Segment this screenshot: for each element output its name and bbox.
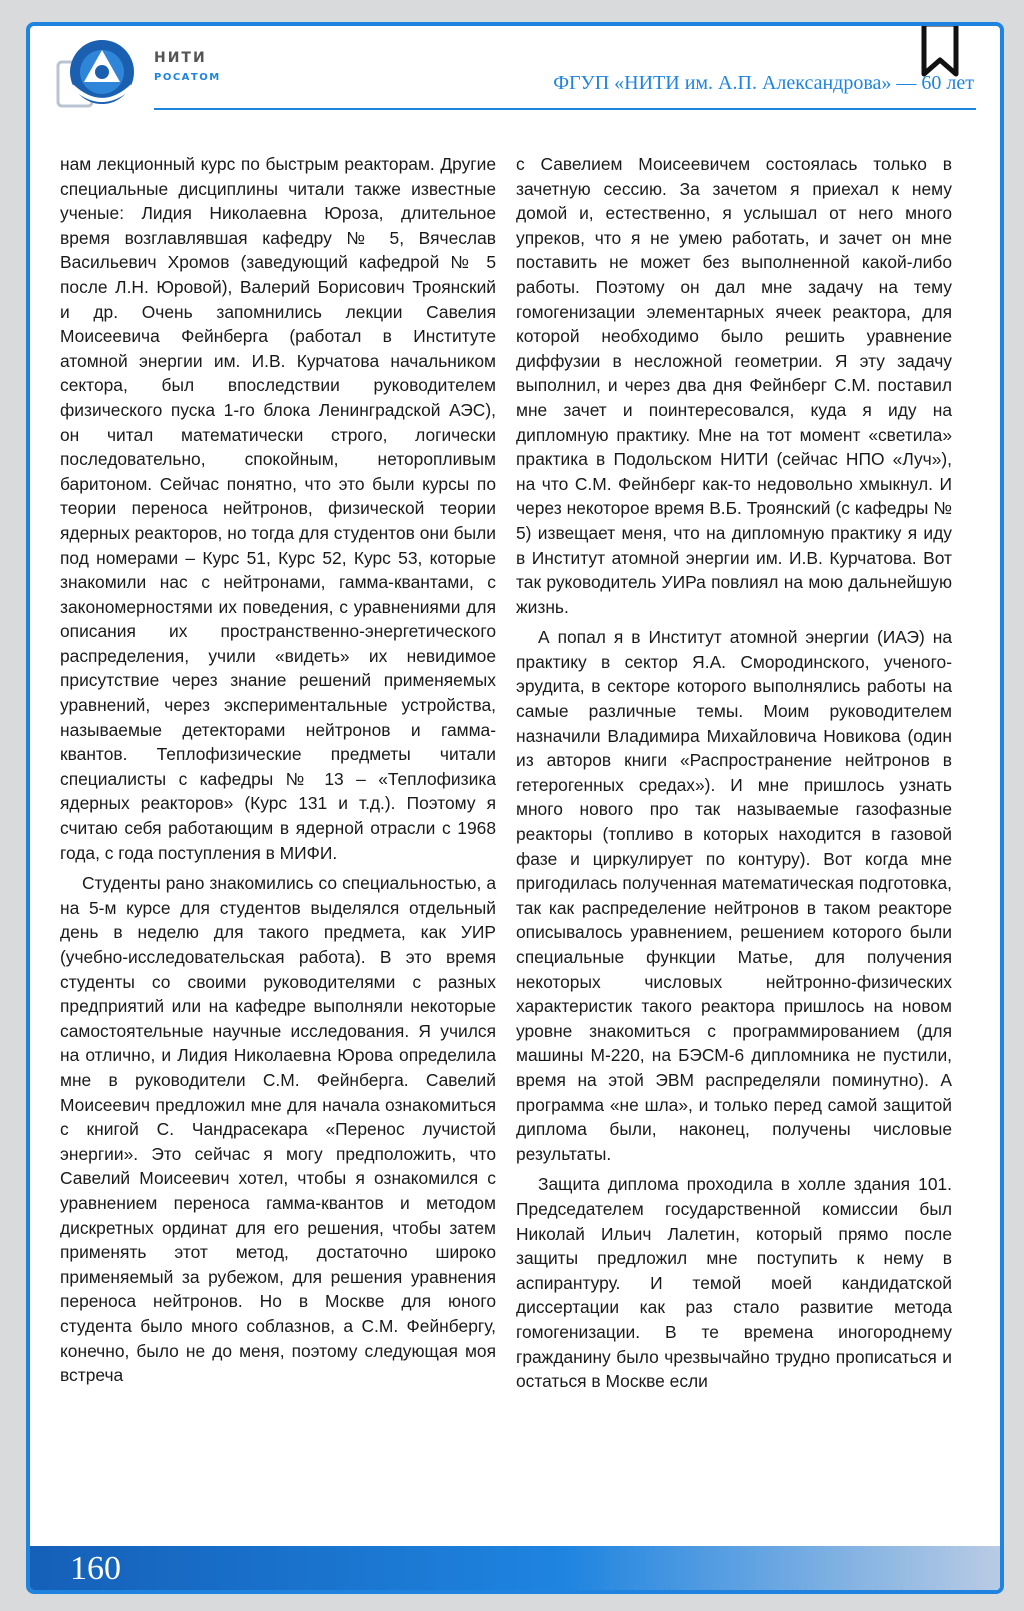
paragraph: с Савелием Моисеевичем состоялась только в зачетную сессию. За зачетом я приехал к нему домой и, естественно, я услышал от него много упреков, что я не умею работать, и зачет он мне поставить не может без выполненной какой-либо работы. Поэтому он дал мне задачу на тему гомогенизации элементарных ячеек реактора, для которой необходимо было решить уравнение диффузии в несложной геометрии. Я эту задачу выполнил, и через два дня Фейнберг С.М. поставил мне зачет и поинтересовался, куда я иду на дипломную практику. Мне на тот момент «светила» практика в Подольском НИТИ (сейчас НПО «Луч»), на что С.М. Фейнберг как-то недовольно хмыкнул. И через некоторое время В.Б. Троянский (с кафедры № 5) извещает меня, что на дипломную практику я иду в Институт атомной энергии им. И.В. Курчатова. Вот так руководитель УИРа повлиял на мою дальнейшую жизнь. — [516, 154, 952, 617]
paragraph: А попал я в Институт атомной энергии (ИАЭ) на практику в сектор Я.А. Смородинского, ученого-эрудита, в секторе которого выполнялись работы на самые различные темы. Моим руководителем назначили Владимира Михайловича Новикова (один из авторов книги «Распространение нейтронов в гетерогенных средах»). И мне пришлось узнать много нового про так называемые газофазные реакторы (топливо в которых находится в газовой фазе и циркулирует по контуру). Вот когда мне пригодилась полученная математическая подготовка, так как распределение нейтронов в таком реакторе описывалось уравнением, решением которого были специальные функции Матье, для получения некоторых числовых нейтронно-физических характеристик такого реактора пришлось на новом уровне знакомиться с программированием (для машины М-220, на БЭСМ-6 дипломника не пустили, время на этой ЭВМ распределяли поминутно). А программа «не шла», и только перед самой защитой диплома были, наконец, получены числовые результаты. — [516, 627, 952, 1164]
page-number: 160 — [70, 1550, 121, 1587]
header-title: ФГУП «НИТИ им. А.П. Александрова» — 60 лет — [553, 72, 974, 94]
paragraph: нам лекционный курс по быстрым реакторам. Другие специальные дисциплины читали также известные ученые: Лидия Николаевна Юроза, длительное время возглавлявшая кафедру № 5, Вячеслав Васильевич Хромов (заведующий кафедрой № 5 после Л.Н. Юровой), Валерий Борисович Троянский и др. Очень запомнились лекции Савелия Моисеевича Фейнберга (работал в Институте атомной энергии им. И.В. Курчатова начальником сектора, был впоследствии руководителем физического пуска 1-го блока Ленинградской АЭС), он читал математически строго, логически последовательно, спокойным, неторопливым баритоном. Сейчас понятно, что это были курсы по теории переноса нейтронов, физической теории ядерных реакторов, но тогда для студентов они были под номерами – Курс 51, Курс 52, Курс 53, которые знакомили нас с нейтронами, гамма-квантами, с закономерностями их поведения, с уравнениями для описания их пространственно-энергетического распределения, учили «видеть» их невидимое присутствие через знание решений применяемых уравнений, через экспериментальные устройства, называемые детекторами нейтронов и гамма-квантов. Теплофизические предметы читали специалисты с кафедры № 13 – «Теплофизика ядерных реакторов» (Курс 131 и т.д.). Поэтому я считаю себя работающим в ядерной отрасли с 1968 года, с года поступления в МИФИ. — [60, 154, 496, 863]
text-columns — [60, 152, 950, 1502]
rosatom-logo-icon — [56, 36, 140, 112]
bookmark-icon[interactable] — [920, 22, 960, 80]
page-header — [30, 26, 1000, 116]
document-page — [26, 22, 1004, 1594]
logo-name: НИТИ — [154, 50, 207, 66]
header-divider — [154, 108, 976, 110]
paragraph: Защита диплома проходила в холле здания 101. Председателем государственной комиссии был Николай Ильич Лалетин, который прямо после защиты предложил мне поступить к нему в аспирантуру. И темой моей кандидатской диссертации как раз стало развитие метода гомогенизации. В те времена иногороднему гражданину было чрезвычайно трудно прописаться и остаться в Москве если — [516, 1174, 952, 1392]
logo-text — [154, 50, 221, 83]
paragraph: Студенты рано знакомились со специальностью, а на 5-м курсе для студентов выделялся отдельный день в неделю для такого предмета, как УИР (учебно-исследовательская работа). В это время студенты со своими руководителями с разных предприятий или на кафедре выполняли некоторые самостоятельные научные исследования. Я учился на отлично, и Лидия Николаевна Юрова определила мне в руководители С.М. Фейнберга. Савелий Моисеевич предложил мне для начала ознакомиться с книгой С. Чандрасекара «Перенос лучистой энергии». Это сейчас я могу предположить, что Савелий Моисеевич хотел, чтобы я ознакомился с уравнением переноса гамма-квантов и методом дискретных ординат для его решения, чтобы затем применять этот метод, достаточно широко применяемый за рубежом, для решения уравнения переноса нейтронов. Но в Москве для юного студента было много соблазнов, а С.М. Фейнбергу, конечно, было не до меня, поэтому следующая моя встреча — [60, 873, 496, 1386]
right-column — [516, 152, 952, 1400]
footer-bar — [30, 1546, 1000, 1590]
logo-subname: РОСАТОМ — [154, 72, 221, 83]
left-column — [60, 152, 496, 1394]
